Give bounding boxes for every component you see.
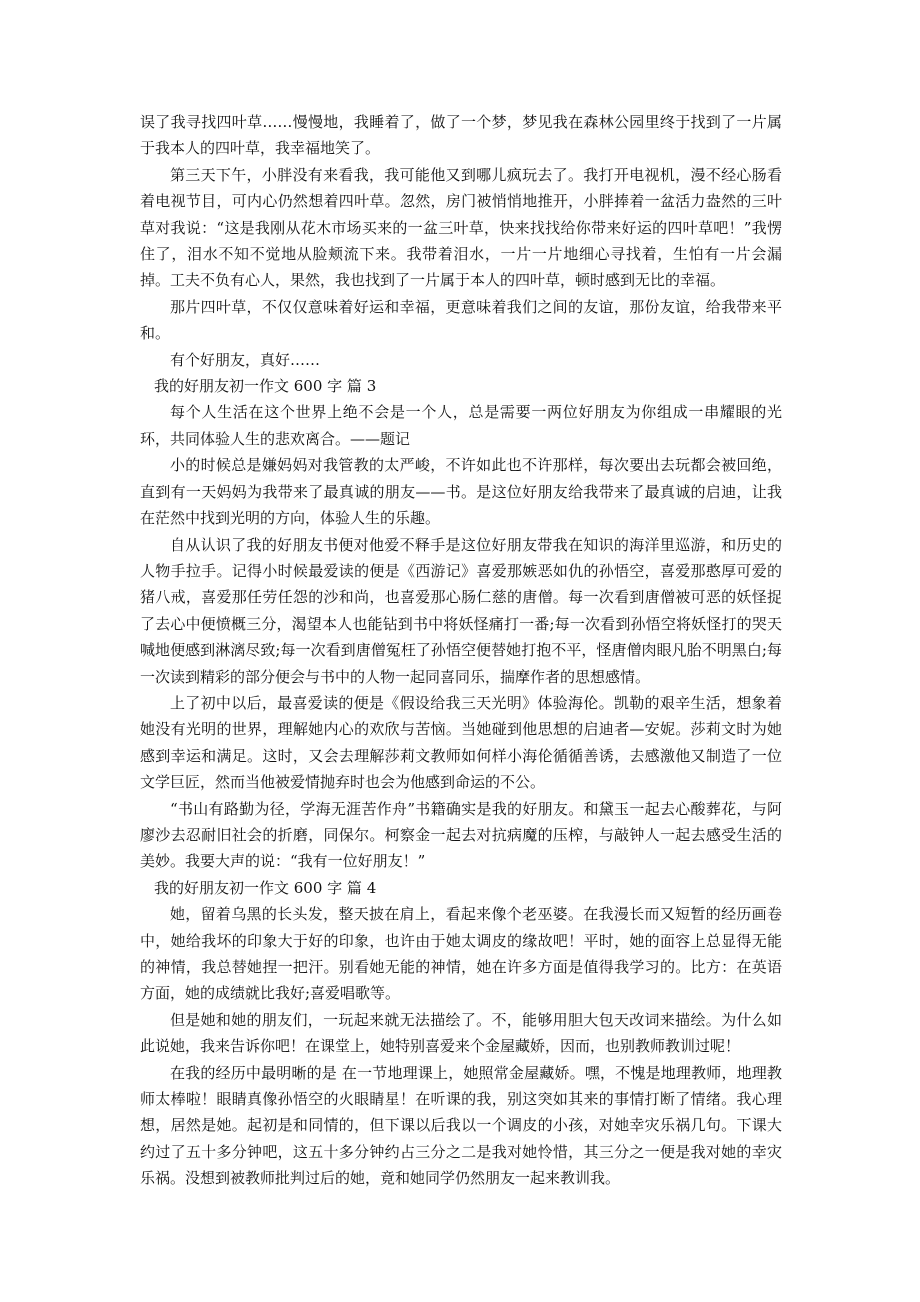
paragraph: 小的时候总是嫌妈妈对我管教的太严峻，不许如此也不许那样，每次要出去玩都会被回绝，直到有一天妈妈为我带来了最真诚的朋友——书。是这位好朋友给我带来了最真诚的启迪，让我在茫然中找到光明的方向，体验人生的乐趣。 — [140, 456, 782, 528]
paragraph: 自从认识了我的好朋友书便对他爱不释手是这位好朋友带我在知识的海洋里巡游，和历史的人物手拉手。记得小时候最爱读的便是《西游记》喜爱那嫉恶如仇的孙悟空，喜爱那憨厚可爱的猪八戒，喜爱那任劳任怨的沙和尚，也喜爱那心肠仁慈的唐僧。每一次看到唐僧被可恶的妖怪捉了去心中便愤概三分，渴望本人也能钻到书中将妖怪痛打一番;每一次看到孙悟空将妖怪打的哭天喊地便感到淋漓尽致;每一次看到唐僧冤枉了孙悟空便替她打抱不平，怪唐僧肉眼凡胎不明黑白;每一次读到精彩的部分便会与书中的人物一起同喜同乐，揣摩作者的思想感情。 — [140, 535, 782, 686]
paragraph: 在我的经历中最明晰的是 在一节地理课上，她照常金屋藏娇。嘿，不愧是地理教师，地理教师太棒啦！眼睛真像孙悟空的火眼睛星！在听课的我，别这突如其来的事情打断了情绪。我心理想，居然是她。起初是和同情的，但下课以后我以一个调皮的小孩，对她幸灾乐祸几句。下课大约过了五十多分钟吧，这五十多分钟约占三分之二是我对她怜惜，其三分之一便是我对她的幸灾乐祸。没想到被教师批判过后的她，竟和她同学仍然朋友一起来教训我。 — [140, 1063, 782, 1188]
paragraph: “书山有路勤为径，学海无涯苦作舟”书籍确实是我的好朋友。和黛玉一起去心酸葬花，与阿廖沙去忍耐旧社会的折磨，同保尔。柯察金一起去对抗病魔的压榨，与敲钟人一起去感受生活的美妙。我要大声的说：“我有一位好朋友！” — [140, 799, 782, 871]
paragraph: 那片四叶草，不仅仅意味着好运和幸福，更意味着我们之间的友谊，那份友谊，给我带来平和。 — [140, 297, 782, 343]
section-heading: 我的好朋友初一作文 600 字 篇 3 — [154, 377, 377, 396]
document-page — [140, 109, 782, 1192]
paragraph: 第三天下午，小胖没有来看我，我可能他又到哪儿疯玩去了。我打开电视机，漫不经心肠看着电视节目，可内心仍然想着四叶草。忽然，房门被悄悄地推开，小胖捧着一盆活力盎然的三叶草对我说：“这是我刚从花木市场买来的一盆三叶草，快来找找给你带来好运的四叶草吧！”我愣住了，泪水不知不觉地从脸颊流下来。我带着泪水，一片一片地细心寻找着，生怕有一片会漏掉。工夫不负有心人，果然，我也找到了一片属于本人的四叶草，顿时感到无比的幸福。 — [140, 165, 782, 290]
paragraph: 每个人生活在这个世界上绝不会是一个人，总是需要一两位好朋友为你组成一串耀眼的光环，共同体验人生的悲欢离合。——题记 — [140, 403, 782, 448]
paragraph: 她，留着乌黑的长头发，整天披在肩上，看起来像个老巫婆。在我漫长而又短暂的经历画卷中，她给我坏的印象大于好的印象，也许由于她太调皮的缘故吧！平时，她的面容上总显得无能的神情，我总替她捏一把汗。别看她无能的神情，她在许多方面是值得我学习的。比方：在英语方面，她的成绩就比我好;喜爱唱歌等。 — [140, 905, 782, 1003]
section-heading: 我的好朋友初一作文 600 字 篇 4 — [154, 878, 377, 897]
paragraph: 误了我寻找四叶草……慢慢地，我睡着了，做了一个梦，梦见我在森林公园里终于找到了一片属于我本人的四叶草，我幸福地笑了。 — [140, 113, 782, 158]
paragraph: 有个好朋友，真好…… — [170, 350, 321, 369]
paragraph: 上了初中以后，最喜爱读的便是《假设给我三天光明》体验海伦。凯勒的艰辛生活，想象着她没有光明的世界，理解她内心的欢欣与苦恼。当她碰到他思想的启迪者—安妮。莎莉文时为她感到幸运和满足。这时，又会去理解莎莉文教师如何样小海伦循循善诱，去感激他又制造了一位文学巨匠，然而当他被爱情抛弃时也会为他感到命运的不公。 — [140, 693, 782, 792]
paragraph: 但是她和她的朋友们，一玩起来就无法描绘了。不，能够用胆大包天改词来描绘。为什么如此说她，我来告诉你吧！在课堂上，她特别喜爱来个金屋藏娇，因而，也别教师教训过呢！ — [140, 1010, 782, 1056]
